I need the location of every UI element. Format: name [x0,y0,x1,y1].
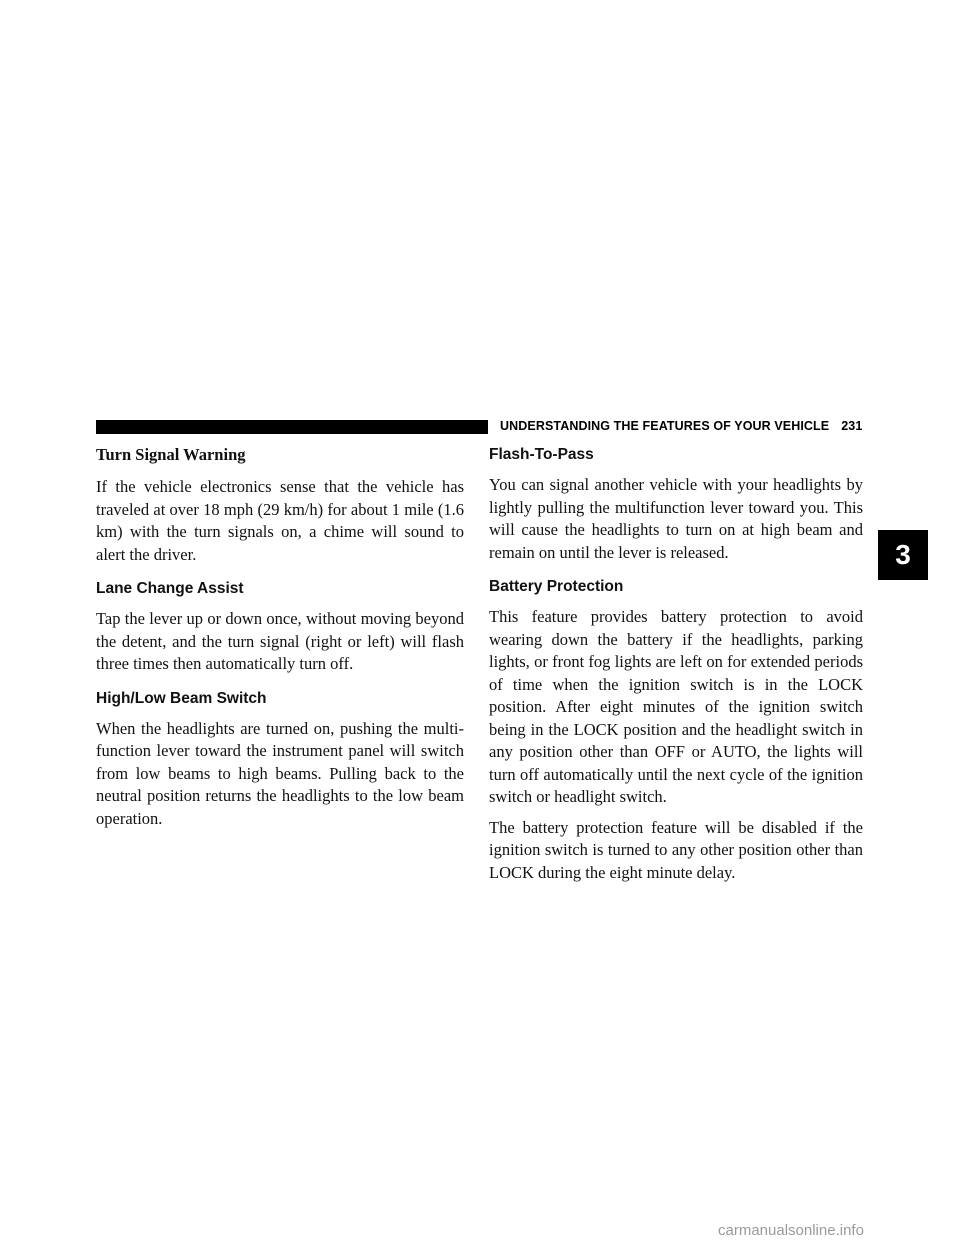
right-column [489,444,863,892]
flash-to-pass-text: You can signal another vehicle with your headlights by lightly pulling the multifunction lever toward you. This will cause the headlights to turn on at high beam and remain on until the lever is released. [489,475,863,562]
battery-protection-text-2: The battery protection feature will be disabled if the ignition switch is turned to any other position other than LOCK during the eight minute delay. [489,817,863,882]
high-low-beam-heading: High/Low Beam Switch [96,689,267,707]
battery-protection-heading: Battery Protection [489,578,624,595]
lane-change-assist-text: Tap the lever up or down once, without moving beyond the detent, and the turn signal (right or left) will flash three times then automatically turn off. [96,609,464,673]
page-number: 231 [841,419,863,433]
header-rule-bar [96,420,488,434]
chapter-tab: 3 [878,530,928,580]
high-low-beam-text: When the headlights are turned on, pushing the multi-function lever toward the instrument panel will switch from low beams to high beams. Pulling back to the neutral position returns the headlights to the low beam operation. [96,718,464,828]
running-header [500,419,862,433]
watermark: carmanualsonline.info [718,1222,864,1239]
lane-change-assist-heading: Lane Change Assist [96,580,244,597]
section-title: UNDERSTANDING THE FEATURES OF YOUR VEHICLE [500,419,830,433]
turn-signal-warning-text: If the vehicle electronics sense that the vehicle has traveled at over 18 mph (29 km/h) for about 1 mile (1.6 km) with the turn signals on, a chime will sound to alert the driver. [96,477,464,564]
left-column [96,444,464,838]
flash-to-pass-heading: Flash-To-Pass [489,446,594,463]
turn-signal-warning-heading: Turn Signal Warning [96,445,246,464]
battery-protection-text-1: This feature provides battery protection to avoid wearing down the battery if the headlights, parking lights, or front fog lights are left on for extended periods of time when the ignition switch is in the LOCK position. After eight minutes of the ignition switch being in the LOCK position and the headlight switch in any position other than OFF or AUTO, the lights will turn off automatically until the next cycle of the ignition switch or headlight switch. [489,607,863,806]
